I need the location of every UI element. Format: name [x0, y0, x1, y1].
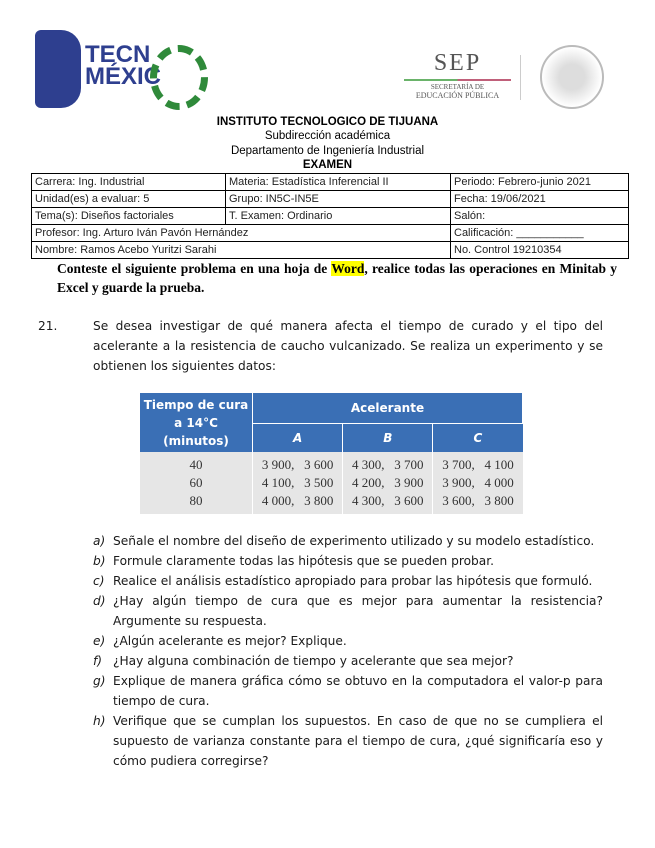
value-cell: 4 000, 3 800	[261, 493, 334, 508]
sub-questions	[93, 531, 603, 771]
tecnm-logo: TECN MÉXIC	[35, 30, 150, 108]
sep-sub2: EDUCACIÓN PÚBLICA	[415, 91, 500, 100]
time-cell: 60	[189, 475, 203, 490]
subdirection: Subdirección académica	[264, 130, 391, 142]
sub-question-text: ¿Algún acelerante es mejor? Explique.	[113, 634, 347, 648]
value-cell: 3 900, 3 600	[261, 457, 334, 472]
sep-wordmark: SEP	[433, 50, 482, 76]
value-cell: 3 700, 4 100	[442, 457, 514, 472]
sub-question	[93, 671, 603, 711]
instructions-post: , realice todas las operaciones en Minitab y Excel y guarde la prueba.	[57, 261, 618, 295]
col-a: A	[253, 423, 343, 452]
time-col	[140, 452, 253, 514]
tema: Tema(s): Diseños factoriales	[32, 208, 226, 225]
sub-question	[93, 571, 603, 591]
sub-question-text: ¿Hay algún tiempo de cura que es mejor para aumentar la resistencia? Argumente su respuesta.	[113, 594, 603, 628]
itt-logo	[150, 45, 208, 110]
sub-question	[93, 531, 603, 551]
instructions-pre: Conteste el siguiente problema en una hoja de	[57, 261, 332, 276]
calificacion: Calificación: ___________	[451, 225, 629, 242]
instructions-highlight: Word	[331, 261, 365, 276]
sub-question-letter: e)	[93, 634, 106, 648]
data-table	[140, 393, 523, 514]
time-cell: 80	[189, 493, 203, 508]
sub-question-letter: h)	[93, 714, 106, 728]
sub-question	[93, 711, 603, 771]
carrera: Carrera: Ing. Industrial	[32, 174, 226, 191]
time-cell: 40	[189, 457, 203, 472]
sub-question-letter: f)	[93, 654, 103, 668]
col-b: B	[343, 423, 433, 452]
sub-question-text: Explique de manera gráfica cómo se obtuvo en la computadora el valor-p para tiempo de cura.	[113, 674, 603, 708]
exam-label: EXAMEN	[302, 159, 353, 171]
sub-question-letter: b)	[93, 554, 106, 568]
nombre: Nombre: Ramos Acebo Yuritzi Sarahi	[32, 242, 451, 259]
materia: Materia: Estadística Inferencial II	[226, 174, 451, 191]
sub-question	[93, 591, 603, 631]
row-header: Tiempo de cura a 14°C (minutos)	[140, 393, 253, 452]
divider	[520, 55, 521, 100]
sub-question-text: Formule claramente todas las hipótesis que se pueden probar.	[113, 554, 494, 568]
sub-question	[93, 551, 603, 571]
col-c: C	[433, 423, 523, 452]
question-number: 21.	[38, 319, 58, 333]
c-col	[433, 452, 523, 514]
salon: Salón:	[451, 208, 629, 225]
b-col	[343, 452, 433, 514]
sub-question-letter: g)	[93, 674, 106, 688]
sub-question-letter: d)	[93, 594, 106, 608]
sub-question	[93, 651, 603, 671]
sub-question-text: Verifique que se cumplan los supuestos. En caso de que no se cumpliera el supuesto de varianza constante para el tiempo de cura, ¿qué significaría eso y cómo pudiera corregirse?	[113, 714, 603, 768]
department: Departamento de Ingeniería Industrial	[230, 145, 425, 157]
sub-question-letter: c)	[93, 574, 105, 588]
question-text: Se desea investigar de qué manera afecta el tiempo de curado y el tipo del acelerante a la resistencia de caucho vulcanizado. Se realiza un experimento y se obtienen los siguientes datos:	[93, 319, 603, 373]
mexico-seal	[540, 45, 604, 109]
sub-question-text: ¿Hay alguna combinación de tiempo y acelerante que sea mejor?	[113, 654, 514, 668]
value-cell: 3 600, 3 800	[442, 493, 514, 508]
instructions	[57, 259, 617, 297]
institution-title: INSTITUTO TECNOLOGICO DE TIJUANA	[216, 116, 439, 128]
sub-question-letter: a)	[93, 534, 106, 548]
value-cell: 4 300, 3 600	[352, 493, 424, 508]
sub-question-text: Señale el nombre del diseño de experimento utilizado y su modelo estadístico.	[113, 534, 595, 548]
periodo: Periodo: Febrero-junio 2021	[451, 174, 629, 191]
sub-question-text: Realice el análisis estadístico apropiado para probar las hipótesis que formuló.	[113, 574, 593, 588]
fecha: Fecha: 19/06/2021	[451, 191, 629, 208]
value-cell: 4 200, 3 900	[352, 475, 424, 490]
tipo-examen: T. Examen: Ordinario	[226, 208, 451, 225]
unidad: Unidad(es) a evaluar: 5	[32, 191, 226, 208]
sep-logo	[400, 50, 515, 100]
value-cell: 4 100, 3 500	[261, 475, 334, 490]
exam-info-table	[31, 173, 629, 259]
sub-question	[93, 631, 603, 651]
value-cell: 3 900, 4 000	[442, 475, 514, 490]
grupo: Grupo: IN5C-IN5E	[226, 191, 451, 208]
value-cell: 4 300, 3 700	[352, 457, 424, 472]
a-col	[253, 452, 343, 514]
profesor: Profesor: Ing. Arturo Iván Pavón Hernández	[32, 225, 451, 242]
group-header: Acelerante	[253, 393, 523, 423]
no-control: No. Control 19210354	[451, 242, 629, 259]
sep-sub1: SECRETARÍA DE	[430, 83, 485, 91]
